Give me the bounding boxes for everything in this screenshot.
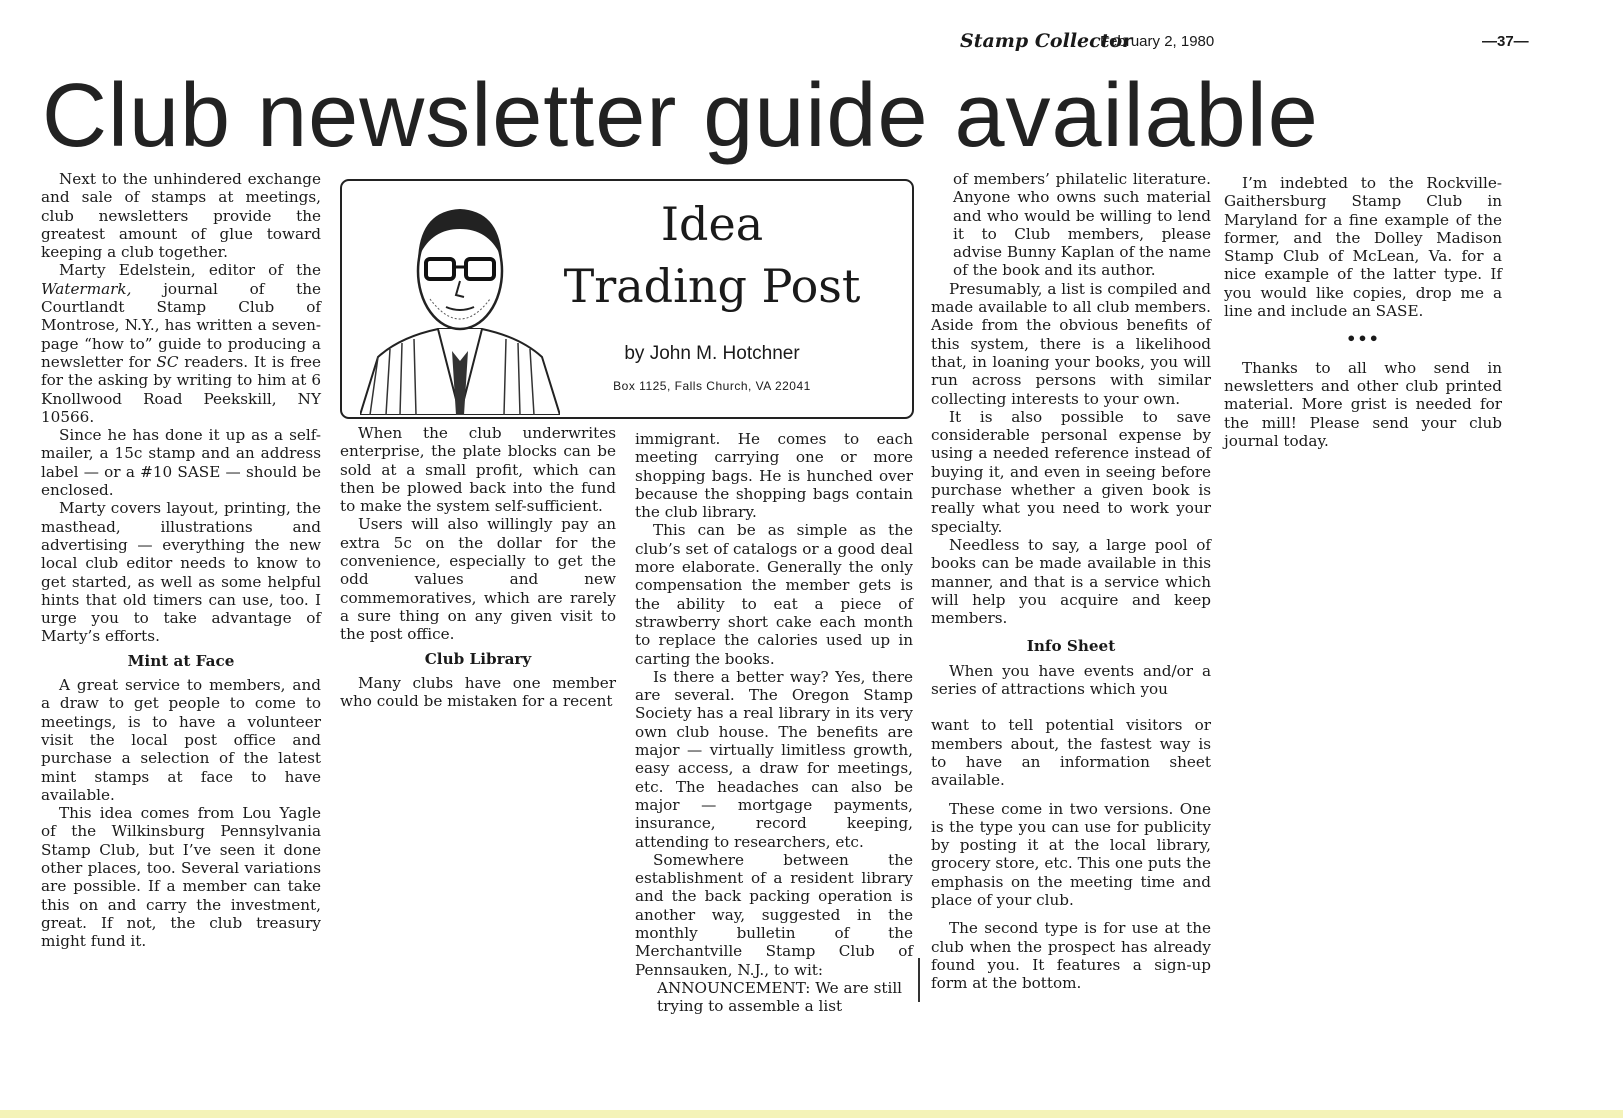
- column-3: [635, 430, 913, 1016]
- column-rule: [918, 958, 920, 1002]
- author-address: Box 1125, Falls Church, VA 22041: [613, 379, 811, 393]
- spacer: [931, 790, 1211, 800]
- column-title-line-2: Trading Post: [563, 259, 861, 313]
- headline: Club newsletter guide available: [42, 66, 1319, 166]
- paragraph: Somewhere between the establishment of a resident library and the back packing operation is another way, suggested in the monthly bulletin of the Merchantville Stamp Club of Pennsauken, N.J., to wit:: [635, 850, 913, 979]
- issue-date: February 2, 1980: [1100, 33, 1215, 50]
- paragraph: want to tell potential visitors or members about, the fastest way is to have an information sheet available.: [931, 716, 1211, 790]
- byline: by John M. Hotchner: [624, 343, 800, 364]
- column-1: [41, 170, 321, 950]
- column-2: [340, 424, 616, 710]
- column-4: [931, 170, 1211, 992]
- paragraph: Marty covers layout, printing, the masthead, illustrations and advertising — everything the new local club editor needs to know to get started, as well as some helpful hints that old timers can use, too. I urge you to take advantage of Marty’s efforts.: [41, 499, 321, 646]
- paragraph: immigrant. He comes to each meeting carrying one or more shopping bags. He is hunched over because the shopping bags contain the club library.: [635, 430, 913, 522]
- paragraph: [41, 261, 321, 426]
- masthead: [960, 30, 1560, 56]
- column-title-line-1: Idea: [660, 197, 764, 251]
- page-number: —37—: [1482, 33, 1529, 50]
- subheading-mint-at-face: Mint at Face: [127, 651, 235, 670]
- paragraph: Needless to say, a large pool of books can be made available in this manner, and that is a service which will help you acquire and keep members.: [931, 535, 1211, 628]
- paragraph: The second type is for use at the club when the prospect has already found you. It features a sign-up form at the bottom.: [931, 919, 1211, 993]
- paragraph: This idea comes from Lou Yagle of the Wilkinsburg Pennsylvania Stamp Club, but I’ve seen it done other places, too. Several variations are possible. If a member can take this on and carry the investment, great. If not, the club treasury might fund it.: [41, 804, 321, 951]
- text-run: Marty Edelstein, editor of the: [59, 261, 321, 280]
- spacer: [931, 698, 1211, 716]
- paragraph: A great service to members, and a draw to get people to come to meetings, is to have a volunteer visit the local post office and purchase a selection of the latest mint stamps at face to have available.: [41, 676, 321, 804]
- paragraph: Users will also willingly pay an extra 5c on the dollar for the convenience, especially to get the odd values and new commemoratives, which are rarely a sure thing on any given visit to the post office.: [340, 515, 616, 644]
- paragraph: This can be as simple as the club’s set of catalogs or a good deal more elaborate. Generally the only compensation the member gets is the ability to eat a piece of strawberry short cake each month to replace the calories used up in carting the books.: [635, 521, 913, 668]
- paragraph: Is there a better way? Yes, there are several. The Oregon Stamp Society has a real library in its very own club house. The benefits are major — virtually limitless growth, easy access, a draw for meetings, etc. The headaches can also be major — mortgage payments, insurance, record keeping, attending to researchers, etc.: [635, 667, 913, 851]
- spacer: [931, 909, 1211, 919]
- quoted-announcement-continued: of members’ philatelic literature. Anyone who owns such material and who would be willing to lend it to Club members, please advise Bunny Kaplan of the name of the book and its author.: [953, 170, 1211, 280]
- publication-name: Stamp Collector: [960, 30, 1133, 52]
- section-divider: •••: [1346, 329, 1380, 349]
- paragraph: Presumably, a list is compiled and made available to all club members. Aside from the obvious benefits of this system, there is a likelihood that, in loaning your books, you will run across persons with similar collecting interests to your own.: [931, 279, 1211, 408]
- paragraph: Next to the unhindered exchange and sale of stamps at meetings, club newsletters provide the greatest amount of glue toward keeping a club together.: [41, 170, 321, 262]
- paragraph: When you have events and/or a series of attractions which you: [931, 661, 1211, 699]
- publication-abbrev: SC: [156, 352, 179, 371]
- column-logo-box: [340, 179, 914, 419]
- author-portrait: [360, 189, 560, 415]
- page-edge: [0, 1110, 1623, 1118]
- paragraph: Since he has done it up as a self-mailer, a 15c stamp and an address label — or a #10 SASE — should be enclosed.: [41, 426, 321, 500]
- paragraph: When the club underwrites enterprise, the plate blocks can be sold at a small profit, which can then be plowed back into the fund to make the system self-sufficient.: [340, 424, 616, 516]
- subheading-info-sheet: Info Sheet: [1026, 637, 1116, 656]
- column-5: [1224, 174, 1502, 450]
- text-run: readers. It is free for the asking by writing to him at 6 Knollwood Road Peekskill, NY 10566.: [41, 352, 321, 426]
- paragraph: It is also possible to save considerable personal expense by using a needed reference instead of buying it, and even in seeing before purchase whether a given book is really what you need to work your specialty.: [931, 407, 1211, 536]
- paragraph: These come in two versions. One is the type you can use for publicity by posting it at the local library, grocery store, etc. This one puts the emphasis on the meeting time and place of your club.: [931, 799, 1211, 909]
- subheading-club-library: Club Library: [424, 649, 532, 668]
- publication-title: Watermark,: [41, 279, 132, 298]
- paragraph: Many clubs have one member who could be mistaken for a recent: [340, 673, 616, 711]
- paragraph: I’m indebted to the Rockville-Gaithersburg Stamp Club in Maryland for a fine example of the former, and the Dolley Madison Stamp Club of McLean, Va. for a nice example of the latter type. If you would like copies, drop me a line and include an SASE.: [1224, 174, 1502, 321]
- column-title: [562, 193, 862, 317]
- quoted-announcement: ANNOUNCEMENT: We are still trying to assemble a list: [657, 978, 903, 1016]
- text-run: journal of the Courtlandt Stamp Club of Montrose, N.Y., has written a seven-page “how to” guide to producing a newsletter for: [41, 279, 321, 371]
- paragraph: Thanks to all who send in newsletters and other club printed material. More grist is needed for the mill! Please send your club journal today.: [1224, 358, 1502, 450]
